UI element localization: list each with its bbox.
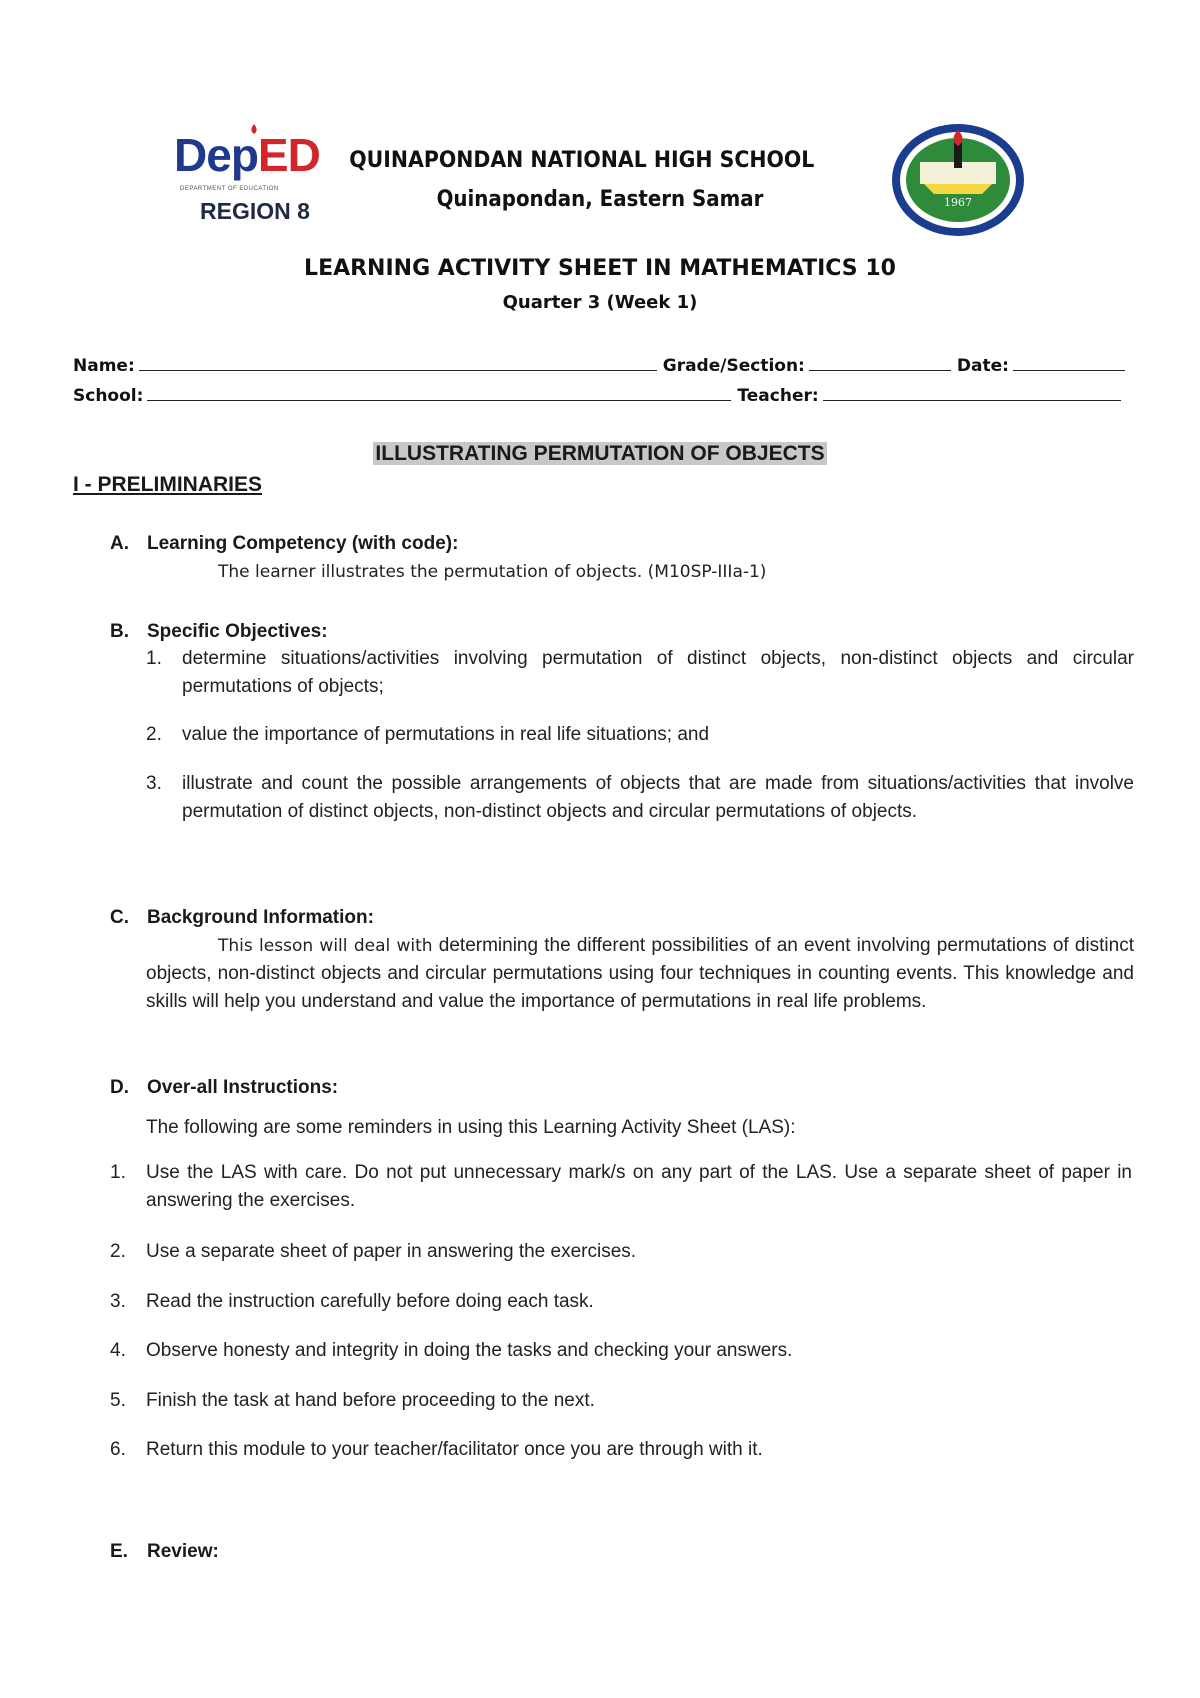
objective-number: 3. (146, 773, 162, 794)
seal-year: 1967 (944, 196, 972, 209)
preliminaries-heading: I - PRELIMINARIES (73, 473, 263, 496)
instruction-number: 4. (110, 1340, 126, 1361)
name-field[interactable] (139, 356, 657, 371)
instruction-number: 3. (110, 1291, 126, 1312)
name-label: Name: (73, 356, 135, 376)
background-text: This lesson will deal with determining the different possibilities of an event involving permutations of distinct objects, non-distinct objects and circular permutations using four techniques in counting events. This knowledge and skills will help you understand and value the importance of permutations in real life problems. (146, 935, 1134, 1012)
instruction-item: Observe honesty and integrity in doing the tasks and checking your answers. (146, 1340, 793, 1361)
sheet-title: LEARNING ACTIVITY SHEET IN MATHEMATICS 10 (304, 256, 896, 281)
objectives-heading: B. Specific Objectives: (110, 621, 328, 642)
deped-wordmark: DepED (174, 129, 320, 181)
competency-text: The learner illustrates the permutation of objects. (M10SP-IIIa-1) (218, 562, 767, 582)
school-label: School: (73, 386, 144, 406)
school-field[interactable] (147, 386, 731, 401)
grade-section-label: Grade/Section: (662, 356, 805, 376)
teacher-field[interactable] (823, 386, 1121, 401)
section-title: ILLUSTRATING PERMUTATION OF OBJECTS (375, 442, 825, 465)
instruction-number: 6. (110, 1439, 126, 1460)
instructions-intro: The following are some reminders in using this Learning Activity Sheet (LAS): (146, 1117, 796, 1138)
instructions-heading: D. Over-all Instructions: (110, 1077, 339, 1098)
school-address: Quinapondan, Eastern Samar (436, 187, 764, 212)
instruction-number: 5. (110, 1390, 126, 1411)
school-name: QUINAPONDAN NATIONAL HIGH SCHOOL (349, 148, 815, 173)
instruction-item: Use a separate sheet of paper in answering the exercises. (146, 1241, 637, 1262)
deped-region8-logo (174, 122, 334, 230)
instruction-number: 2. (110, 1241, 126, 1262)
grade-section-field[interactable] (809, 356, 951, 371)
teacher-label: Teacher: (737, 386, 819, 406)
objective-item: value the importance of permutations in real life situations; and (182, 724, 710, 745)
instruction-item: Return this module to your teacher/facilitator once you are through with it. (146, 1439, 763, 1460)
deped-subtitle: DEPARTMENT OF EDUCATION (180, 186, 279, 192)
competency-heading: A. Learning Competency (with code): (110, 533, 459, 554)
instruction-item: Read the instruction carefully before doing each task. (146, 1291, 594, 1312)
instruction-item: Use the LAS with care. Do not put unnecessary mark/s on any part of the LAS. Use a separate sheet of paper in answering the exercises. (146, 1162, 1132, 1211)
date-field[interactable] (1013, 356, 1125, 371)
objective-number: 2. (146, 724, 162, 745)
instruction-item: Finish the task at hand before proceeding to the next. (146, 1390, 595, 1411)
objective-number: 1. (146, 648, 162, 669)
name-grade-date-row (73, 356, 1131, 375)
school-seal (890, 122, 1026, 238)
date-label: Date: (956, 356, 1009, 376)
school-teacher-row (73, 386, 1127, 405)
instruction-number: 1. (110, 1162, 126, 1183)
background-heading: C. Background Information: (110, 907, 374, 928)
deped-region-label: REGION 8 (200, 198, 310, 224)
quarter-label: Quarter 3 (Week 1) (502, 292, 698, 313)
objective-item: illustrate and count the possible arrangements of objects that are made from situations/activities that involve permutation of distinct objects, non-distinct objects and circular permutations of objects. (182, 773, 1134, 822)
review-heading: E. Review: (110, 1541, 219, 1562)
objective-item: determine situations/activities involving permutation of distinct objects, non-distinct objects and circular permutations of objects; (182, 648, 1134, 697)
